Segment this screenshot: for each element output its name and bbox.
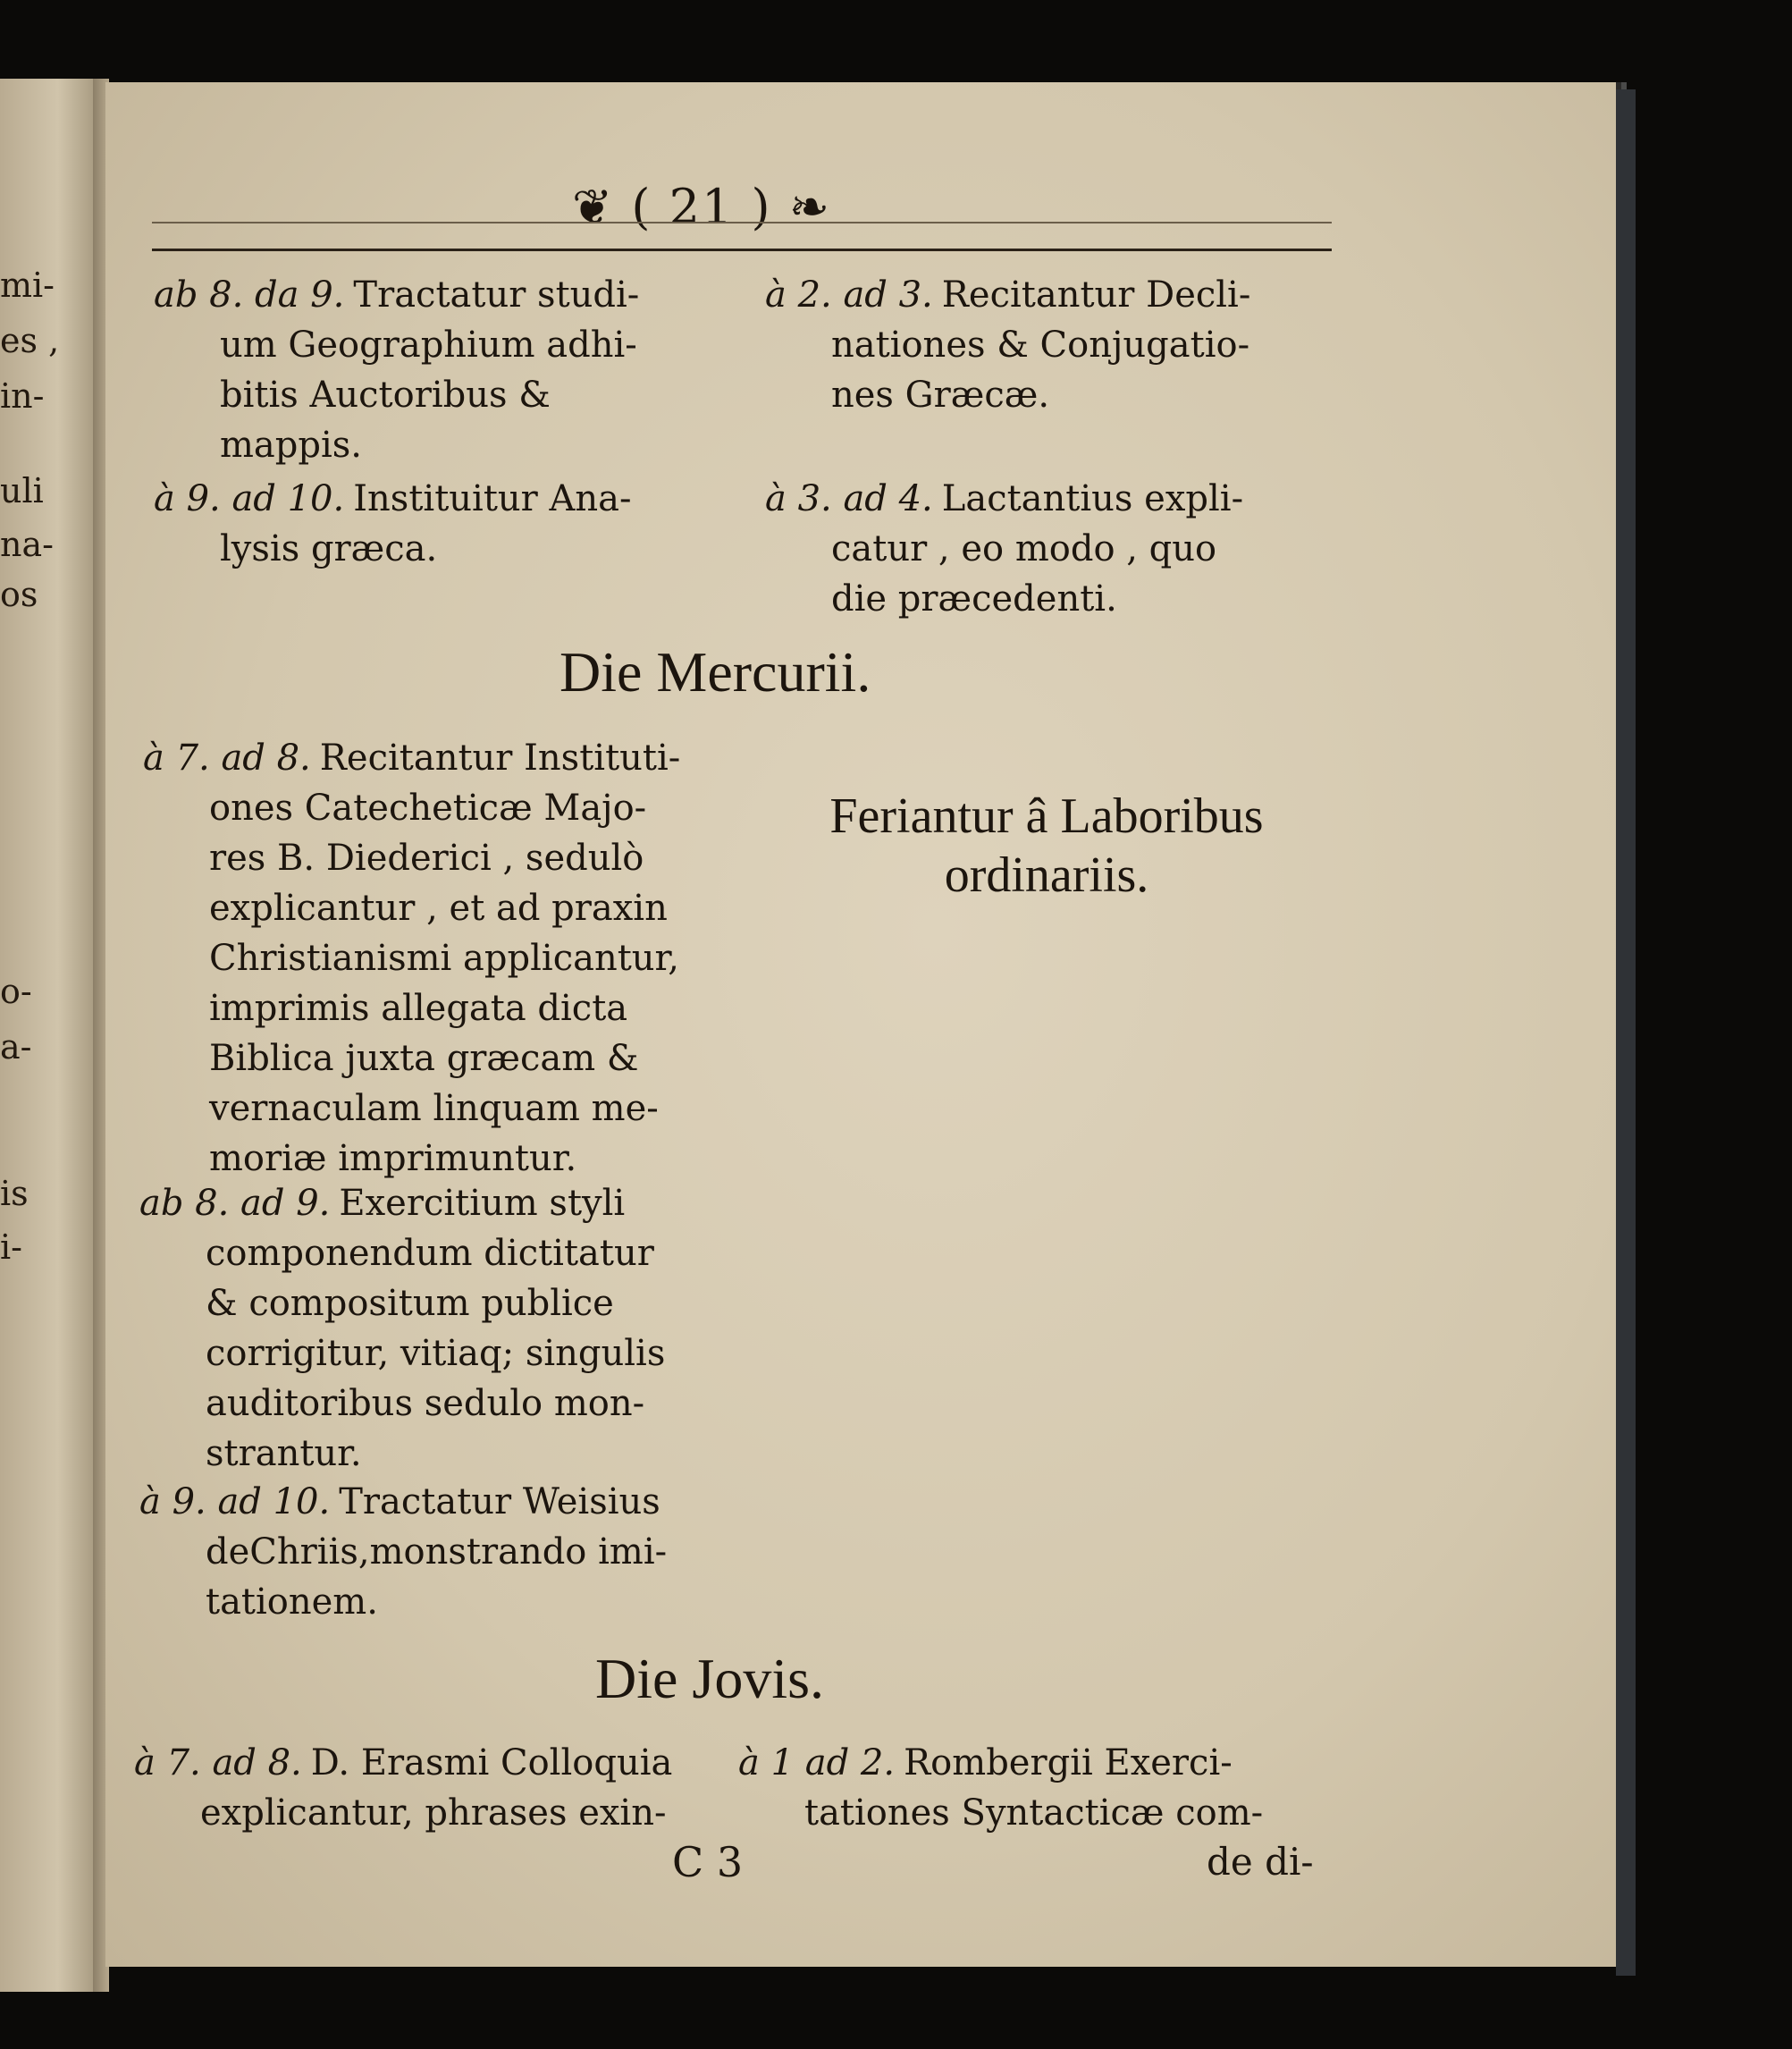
schedule-entry: à 9. ad 10. Tractatur Weisius deChriis,monstrando imi- tationem. — [139, 1481, 668, 1623]
schedule-entry: à 9. ad 10. Instituitur Ana- lysis græca. — [154, 478, 632, 569]
left-fragment: na- — [0, 525, 54, 564]
schedule-entry: à 2. ad 3. Recitantur Decli- nationes & Conjugatio- nes Græcæ. — [765, 274, 1251, 416]
left-fragment: os — [0, 575, 38, 614]
left-fragment: o- — [0, 972, 32, 1011]
day-heading: Die Mercurii. — [559, 640, 871, 704]
left-fragment: es , — [0, 321, 60, 360]
left-fragment: uli — [0, 471, 44, 510]
schedule-entry: à 1 ad 2. Rombergii Exerci- tationes Syntacticæ com- — [738, 1742, 1264, 1834]
left-fragment: mi- — [0, 266, 55, 305]
left-ornament-icon: ❦ — [572, 179, 615, 235]
day-heading: Die Jovis. — [595, 1647, 824, 1710]
schedule-entry: à 3. ad 4. Lactantius expli- catur , eo modo , quo die præcedenti. — [765, 478, 1244, 620]
schedule-entry: ab 8. da 9. Tractatur studi- um Geographium adhi- bitis Auctoribus & mappis. — [154, 274, 640, 466]
left-fragment: in- — [0, 376, 45, 416]
schedule-entry: à 7. ad 8. D. Erasmi Colloquia explicantur, phrases exin- — [134, 1742, 673, 1834]
catchword: de di- — [1207, 1840, 1314, 1884]
left-fragment: a- — [0, 1027, 32, 1067]
schedule-entry: à 7. ad 8. Recitantur Instituti- ones Catecheticæ Majo- res B. Diederici , sedulò explicantur , et ad praxin Christianismi applicantur, imprimis allegata dicta Biblica juxta græcam & vernaculam linquam me- moriæ imprimuntur. — [143, 738, 681, 1179]
right-ornament-icon: ❧ — [788, 179, 832, 235]
header-rule — [152, 222, 1332, 223]
page-header — [572, 179, 831, 235]
left-fragment: i- — [0, 1227, 22, 1267]
page-number: ( 21 ) — [631, 179, 772, 235]
schedule-entry: ab 8. ad 9. Exercitium styli componendum dictitatur & compositum publice corrigitur, vitiaq; singulis auditoribus sedulo mon- strantur. — [139, 1183, 666, 1474]
header-rule — [152, 249, 1332, 251]
left-fragment: is — [0, 1174, 29, 1213]
holiday-note: Feriantur â Laboribus ordinariis. — [829, 788, 1264, 903]
signature-mark: C 3 — [672, 1838, 744, 1886]
book-cover-edge — [1616, 89, 1636, 1976]
